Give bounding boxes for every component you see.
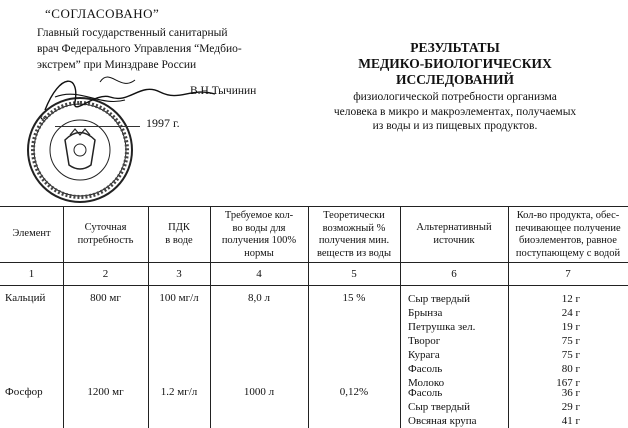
header-line: в воде bbox=[165, 234, 193, 246]
header-line: во воды для bbox=[232, 222, 286, 234]
header-line: источник bbox=[433, 234, 475, 246]
cell-amounts bbox=[508, 292, 580, 390]
cell-mpc: 100 мг/л bbox=[159, 292, 199, 304]
cell-sources bbox=[408, 386, 477, 428]
cell-water-required: 1000 л bbox=[243, 386, 275, 398]
approval-title: “СОГЛАСОВАНО” bbox=[45, 6, 160, 21]
table-number-divider bbox=[0, 285, 628, 286]
results-subtitle-line: физиологической потребности организма bbox=[353, 91, 557, 103]
column-number: 3 bbox=[176, 268, 182, 280]
header-water-required bbox=[210, 210, 308, 260]
source-item: Петрушка зел. bbox=[408, 321, 476, 333]
cell-theoretical-percent: 15 % bbox=[342, 292, 366, 304]
source-item: Сыр твердый bbox=[408, 293, 471, 305]
header-line: получения 100% bbox=[221, 235, 297, 246]
cell-water-required: 8,0 л bbox=[248, 292, 270, 304]
cell-daily-need: 800 мг bbox=[90, 292, 121, 304]
cell-element: Кальций bbox=[5, 292, 46, 304]
cell-mpc: 1.2 мг/л bbox=[160, 386, 198, 398]
header-line: Элемент bbox=[12, 228, 51, 239]
amount-item: 36 г bbox=[561, 387, 580, 399]
column-number: 6 bbox=[451, 268, 457, 280]
cell-sources bbox=[408, 292, 475, 390]
header-line: печивающее получение bbox=[515, 222, 621, 234]
column-number: 2 bbox=[102, 268, 109, 280]
results-title-line: РЕЗУЛЬТАТЫ bbox=[410, 40, 500, 55]
amount-item: 19 г bbox=[561, 321, 580, 333]
source-item: Творог bbox=[408, 335, 441, 347]
header-line: Суточная bbox=[84, 222, 127, 233]
header-line: поступающему с водой bbox=[515, 247, 621, 259]
signatory-name: В.Н.Тычинин bbox=[190, 85, 257, 97]
cell-daily-need: 1200 мг bbox=[87, 386, 124, 398]
header-element bbox=[0, 228, 63, 241]
header-line: Альтернативный bbox=[416, 222, 492, 233]
source-item: Фасоль bbox=[408, 387, 443, 399]
cell-amounts bbox=[508, 386, 580, 428]
results-heading bbox=[310, 40, 600, 134]
date-open-quote: “ bbox=[40, 112, 46, 127]
source-item: Брынза bbox=[408, 307, 443, 319]
header-line: нормы bbox=[244, 247, 274, 259]
results-title-line: ИССЛЕДОВАНИЙ bbox=[396, 72, 514, 87]
source-item: Курага bbox=[408, 349, 440, 361]
source-item: Овсяная крупа bbox=[408, 415, 477, 427]
results-subtitle-line: из воды и из пищевых продуктов. bbox=[372, 120, 538, 132]
header-line: получения мин. bbox=[318, 235, 390, 246]
column-number: 7 bbox=[565, 268, 571, 280]
column-number: 1 bbox=[28, 268, 35, 280]
header-line: Кол-во продукта, обес- bbox=[516, 210, 620, 221]
amount-item: 24 г bbox=[561, 307, 580, 319]
table-header-divider bbox=[0, 262, 628, 263]
amount-item: 80 г bbox=[561, 363, 580, 375]
amount-item: 75 г bbox=[561, 335, 580, 347]
header-daily-need bbox=[63, 222, 148, 247]
results-title-line: МЕДИКО-БИОЛОГИЧЕСКИХ bbox=[358, 56, 552, 71]
amount-item: 12 г bbox=[561, 293, 580, 305]
cell-element: Фосфор bbox=[5, 386, 43, 398]
approval-line: врач Федерального Управления “Медбио- bbox=[37, 43, 242, 55]
amount-item: 75 г bbox=[561, 349, 580, 361]
table-top-border bbox=[0, 206, 628, 207]
source-item: Сыр твердый bbox=[408, 401, 471, 413]
header-line: возможный % bbox=[322, 222, 386, 234]
date-year: 1997 г. bbox=[146, 116, 180, 130]
amount-item: 41 г bbox=[561, 415, 580, 427]
header-line: потребность bbox=[77, 234, 134, 246]
header-line: веществ из воды bbox=[316, 247, 392, 259]
cell-theoretical-percent: 0,12% bbox=[339, 386, 369, 398]
date-blank-line bbox=[55, 126, 140, 127]
header-line: Теоретически bbox=[323, 210, 385, 221]
header-line: ПДК bbox=[168, 222, 190, 233]
source-item: Фасоль bbox=[408, 363, 443, 375]
column-number: 4 bbox=[256, 268, 262, 280]
amount-item: 29 г bbox=[561, 401, 580, 413]
column-number: 5 bbox=[351, 268, 357, 280]
results-subtitle-line: человека в микро и макроэлементах, получаемых bbox=[333, 105, 577, 118]
approval-line: экстрем” при Минздраве России bbox=[37, 59, 197, 71]
amount-item: 167 г bbox=[556, 377, 580, 389]
header-theoretical-percent bbox=[308, 210, 400, 260]
header-alternative-source bbox=[400, 222, 508, 247]
header-line: биоэлементов, равное bbox=[519, 235, 617, 246]
header-product-amount bbox=[508, 210, 628, 260]
source-item: Молоко bbox=[408, 377, 445, 389]
header-line: Требуемое кол- bbox=[224, 210, 294, 221]
approval-line: Главный государственный санитарный bbox=[37, 27, 228, 39]
header-mpc bbox=[148, 222, 210, 247]
results-subtitle bbox=[310, 90, 600, 134]
